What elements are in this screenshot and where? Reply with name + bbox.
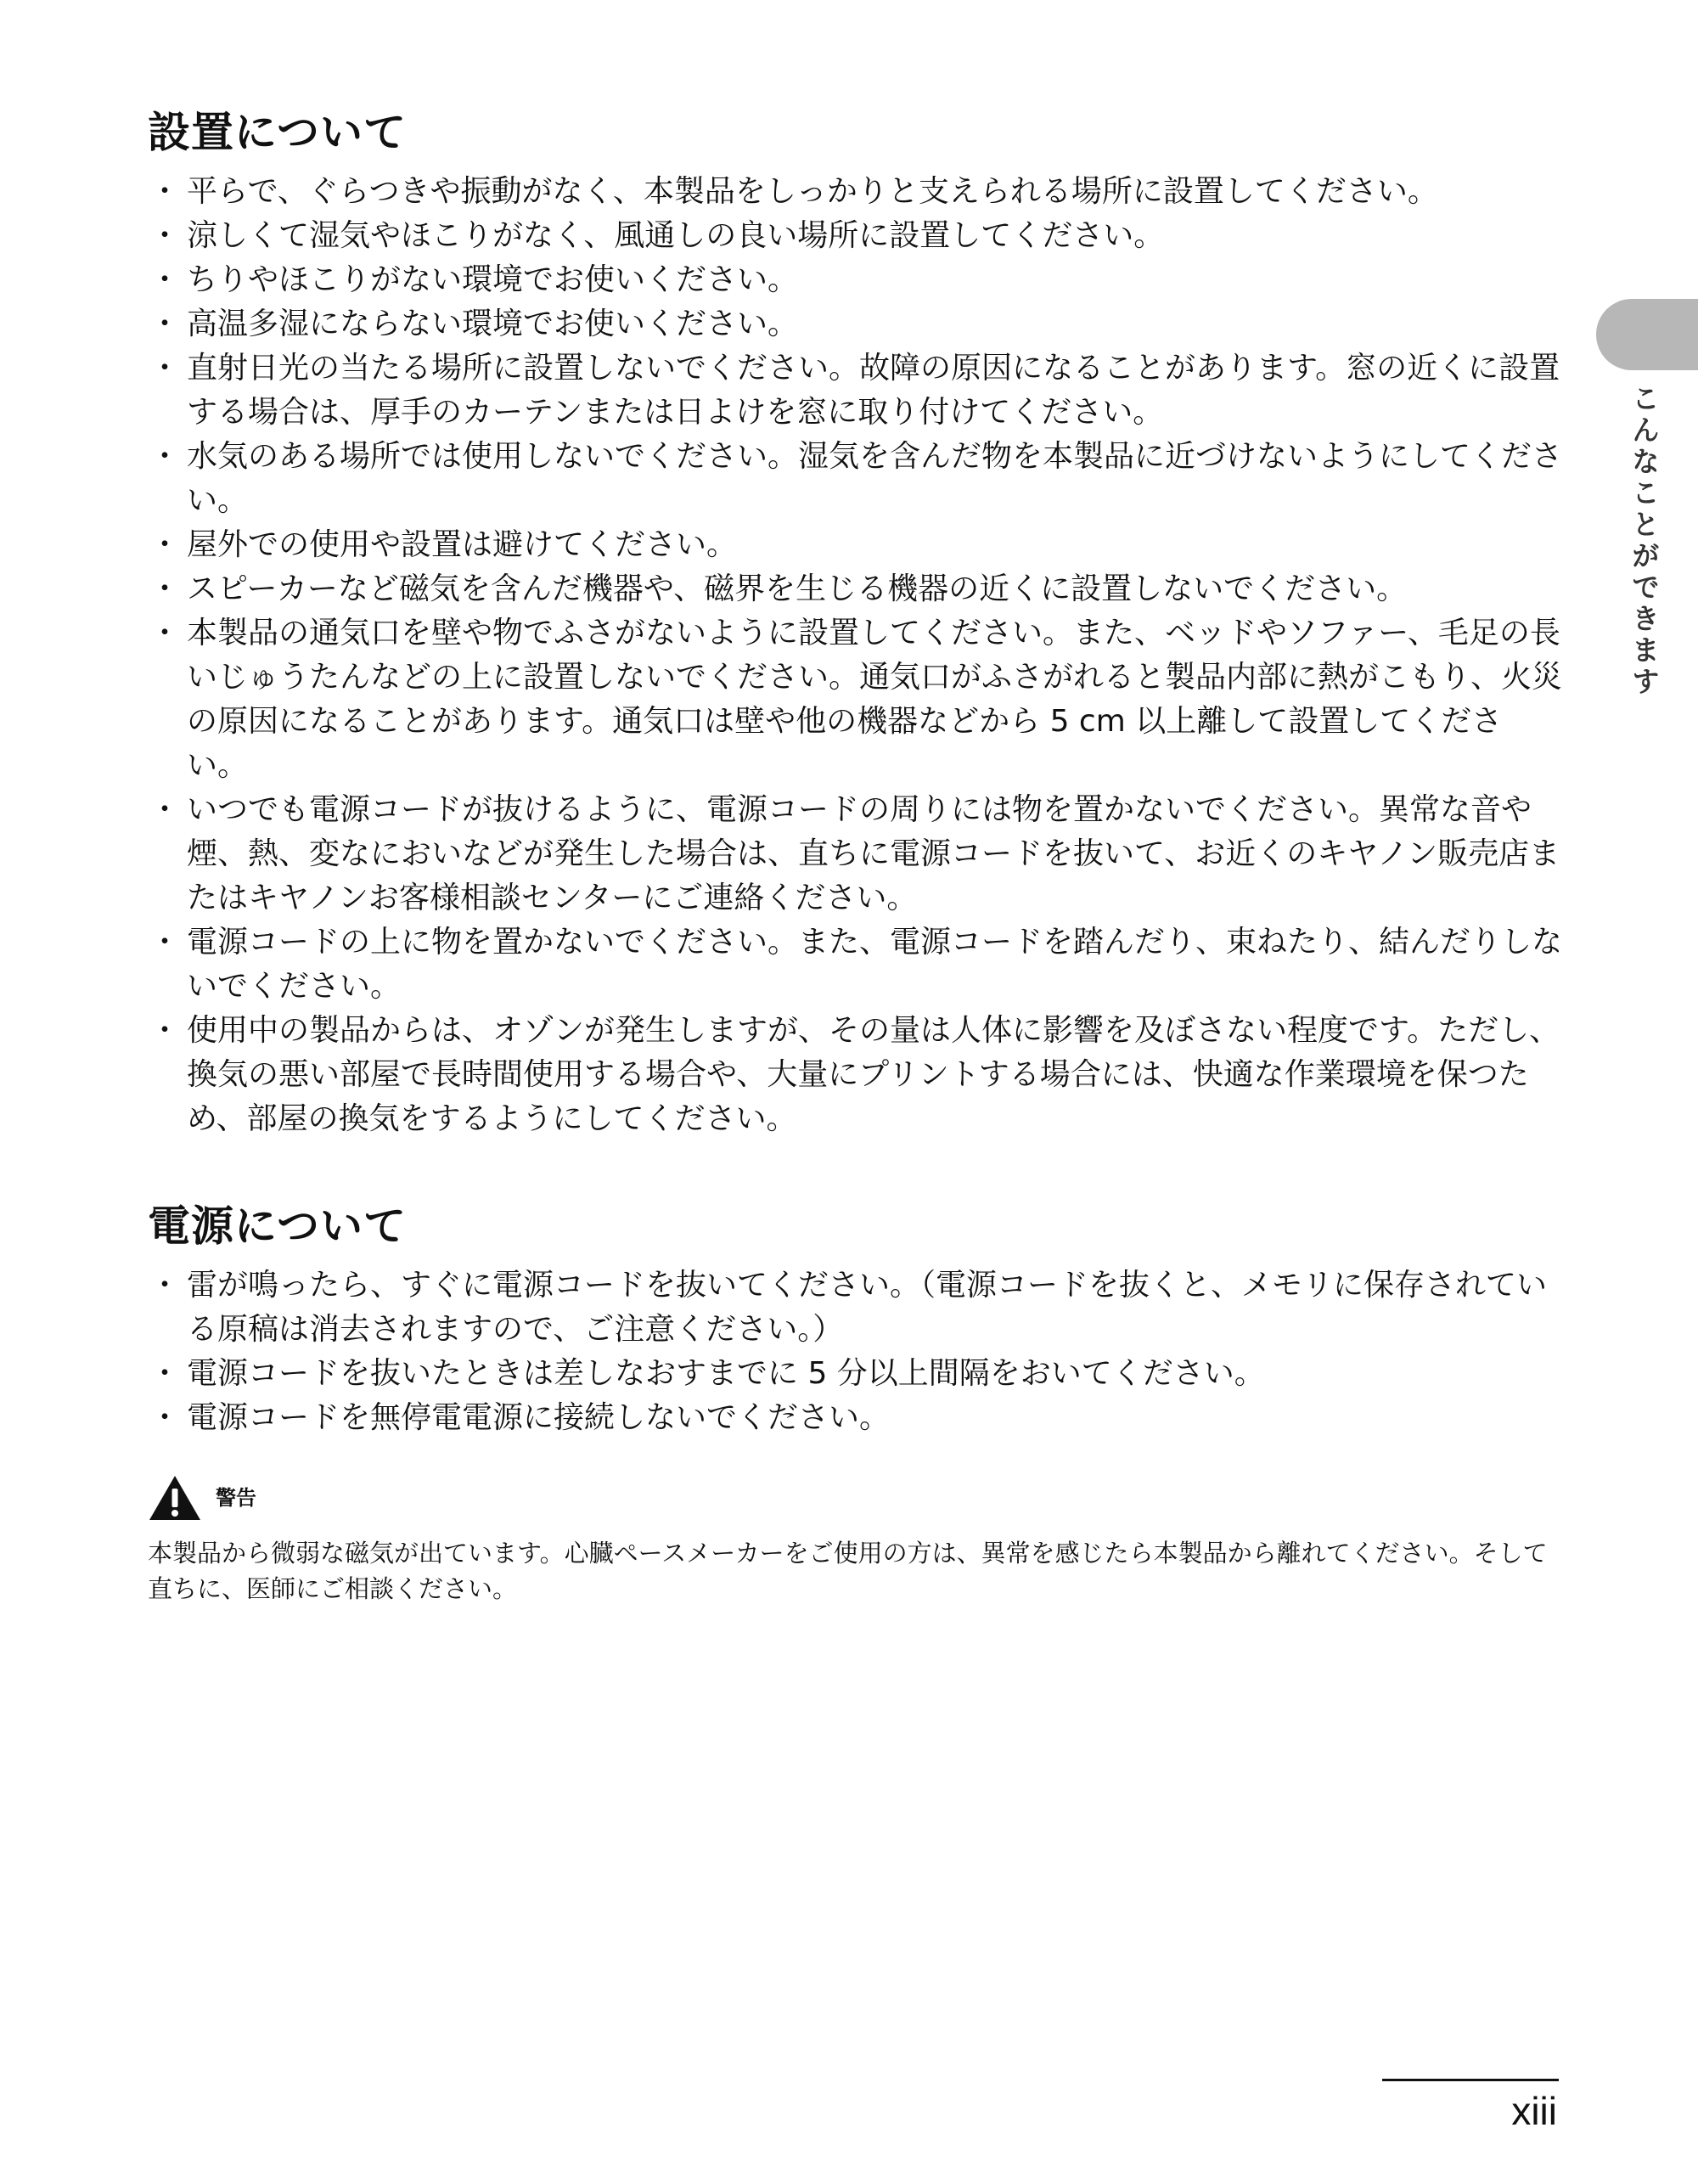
list-item-text: 使用中の製品からは、オゾンが発生しますが、その量は人体に影響を及ぼさない程度です。ただし、換気の悪い部屋で長時間使用する場合や、大量にプリントする場合には、快適な作業環境を保つため、部屋の換気をするようにしてください。 bbox=[187, 1013, 1560, 1136]
bullet-mark: ・ bbox=[149, 351, 181, 386]
bullet-mark: ・ bbox=[149, 218, 181, 253]
list-item bbox=[148, 435, 1562, 523]
list-item-text: 電源コードを無停電電源に接続しないでください。 bbox=[187, 1400, 891, 1435]
warning-heading bbox=[148, 1472, 256, 1523]
list-item bbox=[148, 611, 1562, 788]
list-item bbox=[148, 1352, 1562, 1396]
list-item bbox=[148, 214, 1562, 258]
list-item bbox=[148, 170, 1562, 214]
list-item-text: 直射日光の当たる場所に設置しないでください。故障の原因になることがあります。窓の近くに設置する場合は、厚手のカーテンまたは日よけを窓に取り付けてください。 bbox=[187, 351, 1560, 430]
section-title-installation: 設置について bbox=[148, 108, 407, 157]
list-item-text: ちりやほこりがない環境でお使いください。 bbox=[187, 262, 799, 297]
chapter-tab-label: こんなことができます bbox=[1628, 384, 1661, 698]
warning-triangle-icon bbox=[148, 1474, 202, 1522]
list-item bbox=[148, 1009, 1562, 1141]
bullet-mark: ・ bbox=[149, 307, 181, 341]
list-item bbox=[148, 567, 1562, 611]
list-item-text: 水気のある場所では使用しないでください。湿気を含んだ物を本製品に近づけないようにしてください。 bbox=[187, 439, 1563, 518]
bullet-mark: ・ bbox=[149, 1268, 181, 1303]
list-item bbox=[148, 302, 1562, 346]
page-number: xiii bbox=[1511, 2089, 1557, 2133]
bullet-mark: ・ bbox=[149, 571, 181, 606]
section-title-power: 電源について bbox=[148, 1202, 407, 1251]
list-item-text: 屋外での使用や設置は避けてください。 bbox=[187, 527, 738, 562]
bullet-mark: ・ bbox=[149, 527, 181, 562]
list-item-text: 雷が鳴ったら、すぐに電源コードを抜いてください。（電源コードを抜くと、メモリに保存されている原稿は消去されますので、ご注意ください。） bbox=[187, 1268, 1548, 1347]
list-item-text: 平らで、ぐらつきや振動がなく、本製品をしっかりと支えられる場所に設置してください。 bbox=[187, 174, 1438, 209]
installation-list bbox=[148, 170, 1562, 1141]
list-item-text: 高温多湿にならない環境でお使いください。 bbox=[187, 307, 799, 341]
bullet-mark: ・ bbox=[149, 1400, 181, 1435]
list-item bbox=[148, 788, 1562, 920]
bullet-mark: ・ bbox=[149, 1356, 181, 1391]
bullet-mark: ・ bbox=[149, 616, 181, 650]
bullet-mark: ・ bbox=[149, 439, 181, 474]
bullet-mark: ・ bbox=[149, 925, 181, 960]
list-item-text: 涼しくて湿気やほこりがなく、風通しの良い場所に設置してください。 bbox=[187, 218, 1165, 253]
list-item bbox=[148, 523, 1562, 567]
bullet-mark: ・ bbox=[149, 792, 181, 827]
power-list bbox=[148, 1264, 1562, 1440]
bullet-mark: ・ bbox=[149, 262, 181, 297]
list-item bbox=[148, 1264, 1562, 1352]
list-item-text: 電源コードの上に物を置かないでください。また、電源コードを踏んだり、束ねたり、結んだりしないでください。 bbox=[187, 925, 1563, 1004]
warning-label: 警告 bbox=[216, 1486, 256, 1510]
bullet-mark: ・ bbox=[149, 1013, 181, 1048]
list-item bbox=[148, 346, 1562, 435]
list-item-text: いつでも電源コードが抜けるように、電源コードの周りには物を置かないでください。異常な音や煙、熱、変なにおいなどが発生した場合は、直ちに電源コードを抜いて、お近くのキヤノン販売店またはキヤノンお客様相談センターにご連絡ください。 bbox=[187, 792, 1560, 915]
warning-text: 本製品から微弱な磁気が出ています。心臓ペースメーカーをご使用の方は、異常を感じたら本製品から離れてください。そして直ちに、医師にご相談ください。 bbox=[148, 1539, 1548, 1603]
list-item bbox=[148, 920, 1562, 1009]
list-item bbox=[148, 258, 1562, 302]
list-item-text: スピーカーなど磁気を含んだ機器や、磁界を生じる機器の近くに設置しないでください。 bbox=[187, 571, 1408, 606]
list-item-text: 本製品の通気口を壁や物でふさがないように設置してください。また、ベッドやソファー、毛足の長いじゅうたんなどの上に設置しないでください。通気口がふさがれると製品内部に熱がこもり、火災の原因になることがあります。通気口は壁や他の機器などから 5 cm 以上離して設置してください。 bbox=[187, 616, 1563, 783]
bullet-mark: ・ bbox=[149, 174, 181, 209]
footer-rule bbox=[1382, 2079, 1559, 2081]
list-item bbox=[148, 1396, 1562, 1440]
chapter-tab bbox=[1596, 299, 1698, 370]
list-item-text: 電源コードを抜いたときは差しなおすまでに 5 分以上間隔をおいてください。 bbox=[187, 1356, 1265, 1391]
